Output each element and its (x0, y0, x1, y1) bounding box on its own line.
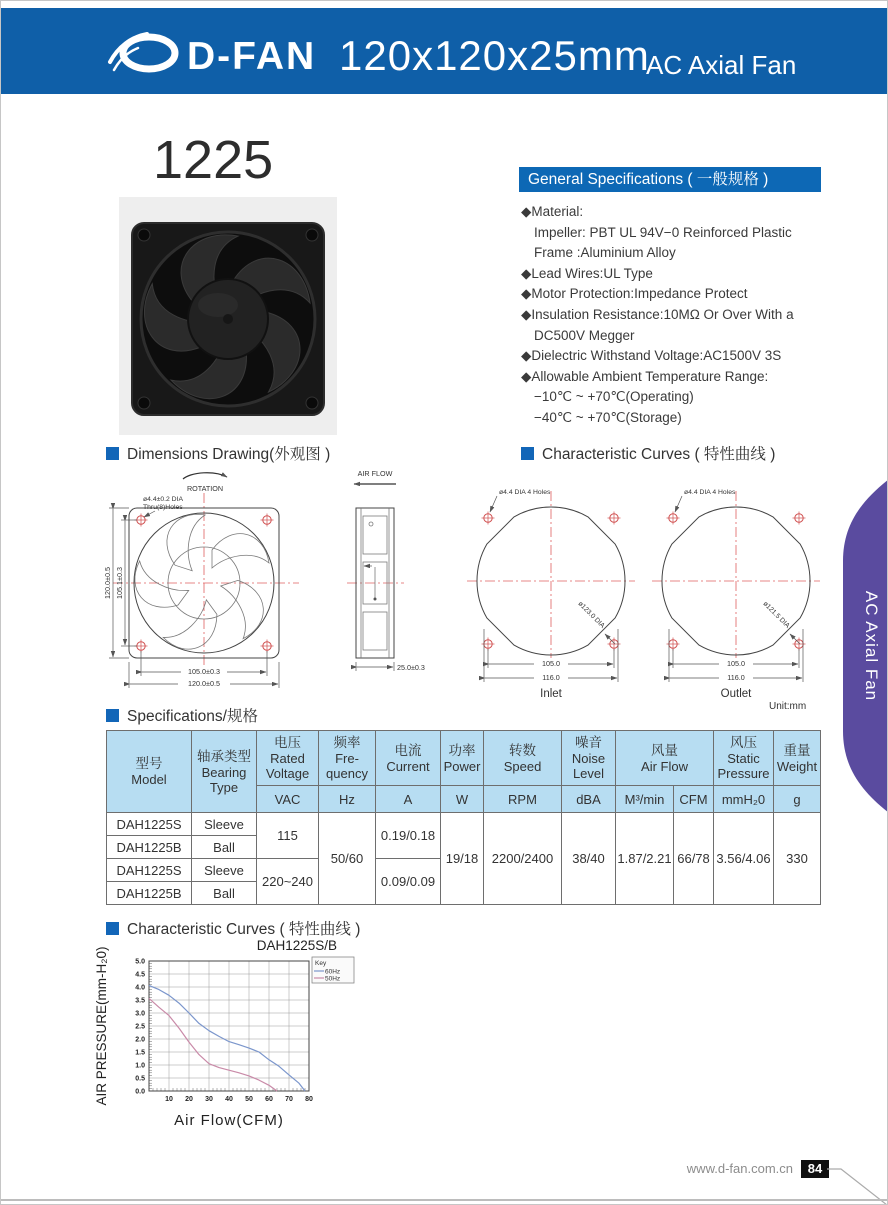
spec-item: DC500V Megger (534, 327, 635, 343)
rotation-arrow-icon (183, 473, 227, 479)
blue-square-bullet-icon (106, 922, 119, 935)
brand-name: D-FAN (187, 35, 317, 78)
svg-text:1.5: 1.5 (135, 1049, 145, 1057)
col-header-noise: 噪音 Noise Level (562, 731, 616, 786)
inlet-dim-inner: 105.0 (542, 659, 560, 668)
outlet-caption: Outlet (720, 688, 752, 700)
section-heading-label: Dimensions Drawing(外观图 ) (127, 446, 331, 463)
col-header-frequency: 频率 Fre-quency (319, 731, 376, 786)
cell-model: DAH1225S (107, 813, 192, 836)
svg-text:30: 30 (205, 1096, 213, 1103)
svg-text:Air Flow(CFM): Air Flow(CFM) (174, 1112, 284, 1129)
svg-text:0.0: 0.0 (135, 1088, 145, 1096)
svg-text:60Hz: 60Hz (325, 968, 341, 976)
spec-item: ◆Motor Protection:Impedance Protect (521, 286, 748, 302)
section-heading-curves-top (521, 442, 775, 464)
fan-size-title: 120x120x25mm (339, 32, 650, 79)
svg-text:1.0: 1.0 (135, 1062, 145, 1070)
cell-bearing: Ball (192, 836, 257, 859)
footer-website: www.d-fan.com.cn (686, 1161, 793, 1176)
inlet-hole-note: ø4.4 DIA 4 Holes (499, 489, 551, 496)
col-header-speed: 转数 Speed (484, 731, 562, 786)
product-type-label: AC Axial Fan (646, 50, 797, 80)
cell-speed: 2200/2400 (484, 813, 562, 905)
side-tab-label: AC Axial Fan (862, 590, 881, 702)
inlet-caption: Inlet (540, 688, 562, 700)
section-heading-label: Specifications/规格 (127, 708, 258, 725)
section-heading-specifications (106, 704, 258, 726)
cell-airflow-cfm: 66/78 (674, 813, 714, 905)
unit-noise: dBA (562, 786, 616, 813)
rotation-label: ROTATION (186, 484, 224, 493)
blue-square-bullet-icon (521, 447, 534, 460)
front-hole-note-1: ø4.4±0.2 DIA (143, 496, 183, 503)
brand-logo-icon (107, 28, 181, 83)
cell-power: 19/18 (441, 813, 484, 905)
cell-model: DAH1225B (107, 836, 192, 859)
specifications-table (106, 730, 821, 905)
outlet-dim-inner: 105.0 (727, 659, 745, 668)
svg-text:50: 50 (245, 1096, 253, 1103)
col-header-pressure: 风压 Static Pressure (714, 731, 774, 786)
svg-text:3.0: 3.0 (135, 1010, 145, 1018)
svg-text:2.0: 2.0 (135, 1036, 145, 1044)
col-header-model: 型号 Model (107, 731, 192, 813)
side-view-drawing (347, 469, 425, 672)
header-bar (1, 8, 887, 94)
svg-text:0.5: 0.5 (135, 1075, 145, 1083)
section-heading-label: Characteristic Curves ( 特性曲线 ) (127, 921, 361, 938)
table-row (107, 813, 821, 836)
svg-text:40: 40 (225, 1096, 233, 1103)
front-view-drawing (103, 473, 299, 688)
svg-text:5.0: 5.0 (135, 958, 145, 966)
svg-text:4.0: 4.0 (135, 984, 145, 992)
svg-text:10: 10 (165, 1096, 173, 1103)
cell-bearing: Sleeve (192, 813, 257, 836)
col-header-power: 功率 Power (441, 731, 484, 786)
unit-current: A (376, 786, 441, 813)
general-specs-list (521, 202, 851, 429)
col-header-voltage: 电压 Rated Voltage (257, 731, 319, 786)
svg-text:AIR PRESSURE(mm-H₂0): AIR PRESSURE(mm-H₂0) (94, 946, 109, 1106)
front-dim-width-inner: 105.0±0.3 (188, 667, 220, 676)
svg-text:4.5: 4.5 (135, 971, 145, 979)
general-specs-title: General Specifications ( 一般规格 ) (519, 167, 821, 192)
front-hole-note-2: Thru(8)Holes (143, 504, 183, 511)
svg-text:70: 70 (285, 1096, 293, 1103)
svg-text:80: 80 (305, 1096, 313, 1103)
spec-item: ◆Insulation Resistance:10MΩ Or Over With a (521, 306, 794, 322)
cell-voltage: 220~240 (257, 859, 319, 905)
unit-note: Unit:mm (769, 701, 807, 711)
spec-item: ◆Allowable Ambient Temperature Range: (521, 368, 769, 384)
svg-text:Key: Key (315, 960, 327, 967)
front-dim-height-inner: 105.1±0.3 (115, 567, 124, 599)
inlet-dia-note: ø123.0 DIA (576, 600, 606, 630)
svg-text:20: 20 (185, 1096, 193, 1103)
cell-model: DAH1225S (107, 859, 192, 882)
spec-item: ◆Dielectric Withstand Voltage:AC1500V 3S (521, 348, 782, 364)
col-header-airflow: 风量 Air Flow (616, 731, 714, 786)
cell-airflow-m3: 1.87/2.21 (616, 813, 674, 905)
unit-power: W (441, 786, 484, 813)
col-header-weight: 重量 Weight (774, 731, 821, 786)
spec-item: ◆Material: (521, 204, 584, 219)
unit-speed: RPM (484, 786, 562, 813)
characteristic-curve-chart (93, 935, 373, 1140)
cell-model: DAH1225B (107, 882, 192, 905)
section-heading-dimensions (106, 442, 330, 464)
cell-current: 0.09/0.09 (376, 859, 441, 905)
unit-voltage: VAC (257, 786, 319, 813)
cell-frequency: 50/60 (319, 813, 376, 905)
spec-item: −10℃ ~ +70℃(Operating) (534, 389, 694, 405)
blue-square-bullet-icon (106, 447, 119, 460)
blue-square-bullet-icon (106, 709, 119, 722)
svg-text:DAH1225S/B: DAH1225S/B (256, 938, 337, 953)
side-tab-ac-axial-fan (829, 479, 888, 818)
page-bottom-rule (1, 1199, 887, 1201)
spec-item: −40℃ ~ +70℃(Storage) (534, 409, 682, 425)
outlet-hole-note: ø4.4 DIA 4 Holes (684, 489, 736, 496)
outlet-dia-note: ø121.5 DIA (761, 600, 791, 630)
footer-page-number: 84 (801, 1160, 829, 1178)
col-header-current: 电流 Current (376, 731, 441, 786)
fan-product-photo (119, 197, 337, 440)
spec-item: Frame :Aluminium Alloy (534, 245, 676, 261)
cell-voltage: 115 (257, 813, 319, 859)
section-heading-label: Characteristic Curves ( 特性曲线 ) (542, 446, 776, 463)
unit-pressure: mmH₂0 (714, 786, 774, 813)
unit-airflow-m3: M³/min (616, 786, 674, 813)
svg-text:2.5: 2.5 (135, 1023, 145, 1031)
table-header-row (107, 731, 821, 786)
cell-current: 0.19/0.18 (376, 813, 441, 859)
side-dim-depth: 25.0±0.3 (397, 663, 425, 672)
front-dim-height-outer: 120.0±0.5 (103, 567, 112, 599)
front-dim-width-outer: 120.0±0.5 (188, 679, 220, 688)
svg-text:50Hz: 50Hz (325, 975, 341, 983)
cell-pressure: 3.56/4.06 (714, 813, 774, 905)
cell-noise: 38/40 (562, 813, 616, 905)
airflow-label: AIR FLOW (357, 469, 393, 478)
cell-bearing: Ball (192, 882, 257, 905)
svg-text:60: 60 (265, 1096, 273, 1103)
inlet-dim-outer: 116.0 (542, 673, 560, 682)
model-number-title: 1225 (153, 130, 274, 190)
cell-bearing: Sleeve (192, 859, 257, 882)
col-header-bearing: 轴承类型 Bearing Type (192, 731, 257, 813)
cell-weight: 330 (774, 813, 821, 905)
unit-airflow-cfm: CFM (674, 786, 714, 813)
spec-item: Impeller: PBT UL 94V−0 Reinforced Plastic (534, 224, 792, 240)
spec-item: ◆Lead Wires:UL Type (521, 265, 653, 281)
unit-weight: g (774, 786, 821, 813)
svg-text:3.5: 3.5 (135, 997, 145, 1005)
outlet-dim-outer: 116.0 (727, 673, 745, 682)
unit-frequency: Hz (319, 786, 376, 813)
dimensions-drawing (101, 463, 821, 716)
inlet-view-drawing (467, 489, 635, 700)
outlet-view-drawing (652, 489, 820, 700)
